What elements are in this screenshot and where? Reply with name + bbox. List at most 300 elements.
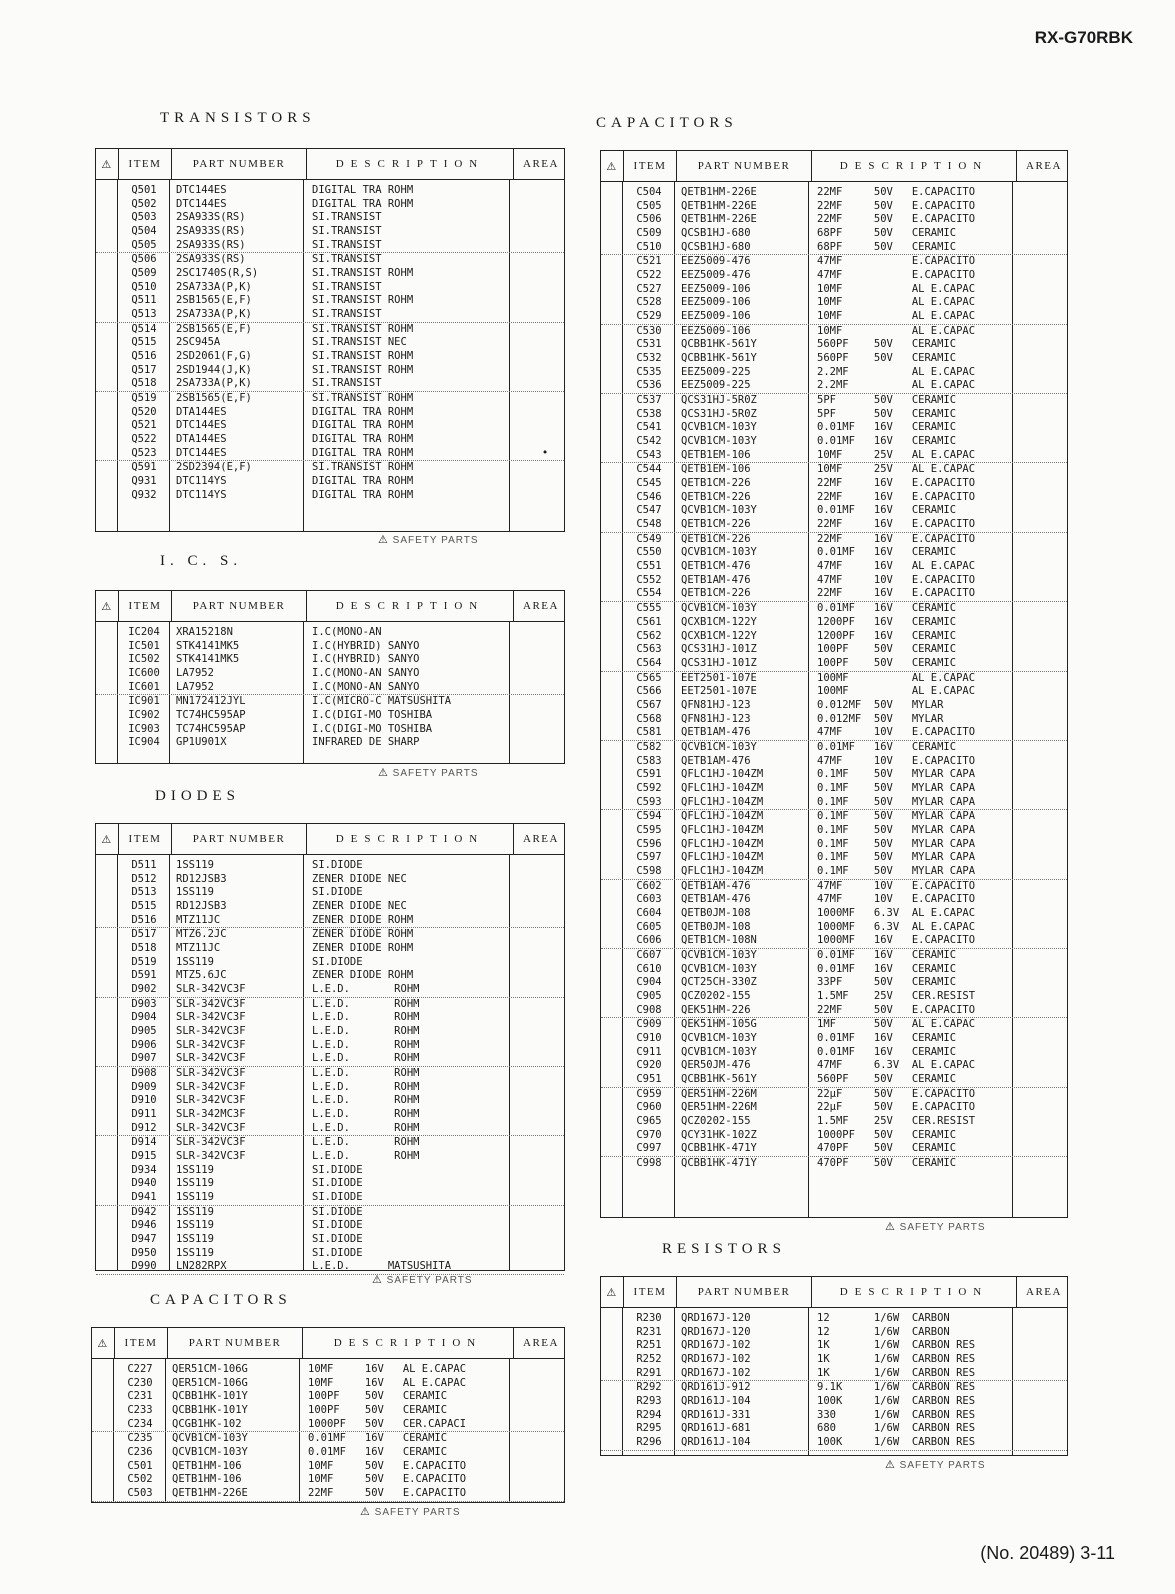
area-cell <box>1021 1326 1075 1340</box>
description-cell: 10MF AL E.CAPAC <box>817 310 976 323</box>
part-number-cell: LA7952 <box>176 680 214 693</box>
description-cell: 560PF 50V CERAMIC <box>817 338 957 351</box>
description-cell: DIGITAL TRA ROHM <box>312 433 414 446</box>
description-cell: 470PF 50V CERAMIC <box>817 1142 957 1155</box>
description-cell: ZENER DIODE ROHM <box>312 913 414 926</box>
part-number-cell: QCXB1CM-122Y <box>681 615 757 628</box>
area-cell <box>1021 421 1075 435</box>
item-cell: C564 <box>636 656 662 669</box>
warn-cell <box>601 1142 623 1156</box>
warn-cell <box>601 1129 623 1143</box>
part-number-cell: 1SS119 <box>176 1177 214 1190</box>
header-description: DESCRIPTION <box>307 149 514 179</box>
warn-cell <box>96 406 118 420</box>
warn-cell <box>601 796 623 810</box>
description-cell: SI.TRANSIST <box>312 253 382 266</box>
area-cell <box>1021 296 1075 310</box>
item-cell: Q518 <box>131 377 157 390</box>
table-row <box>601 934 1067 949</box>
part-number-cell: SLR-342VC3F <box>176 1052 246 1065</box>
item-cell: C610 <box>636 962 662 975</box>
item-cell: C909 <box>636 1018 662 1031</box>
table-row <box>96 1164 564 1178</box>
item-cell: Q522 <box>131 433 157 446</box>
item-cell: C951 <box>636 1073 662 1085</box>
table-row <box>96 1219 564 1233</box>
warn-cell <box>96 308 118 322</box>
item-cell: Q932 <box>131 488 157 501</box>
item-cell: C911 <box>636 1045 662 1058</box>
area-cell <box>1021 560 1075 574</box>
description-cell: 0.1MF 50V MYLAR CAPA <box>817 851 976 864</box>
table-row <box>601 699 1067 713</box>
area-cell <box>518 225 572 239</box>
area-cell <box>518 900 572 914</box>
table-rows <box>96 180 564 502</box>
part-number-cell: QCY31HK-102Z <box>681 1128 757 1141</box>
warn-cell <box>601 713 623 727</box>
item-cell: IC601 <box>128 680 160 693</box>
table-row <box>96 1191 564 1206</box>
part-number-cell: QFLC1HJ-104ZM <box>681 810 764 823</box>
item-cell: D942 <box>131 1205 157 1218</box>
description-cell: 0.01MF 16V CERAMIC <box>308 1446 448 1459</box>
table-row <box>601 1129 1067 1143</box>
warn-cell <box>96 281 118 295</box>
table-row <box>96 211 564 225</box>
item-cell: Q521 <box>131 419 157 432</box>
item-cell: C583 <box>636 754 662 767</box>
capacitors-right-table <box>600 150 1068 1218</box>
description-cell: 5PF 50V CERAMIC <box>817 407 957 420</box>
table-row <box>601 255 1067 269</box>
item-cell: R292 <box>636 1381 662 1394</box>
table-row <box>96 1067 564 1081</box>
description-cell: SI.DIODE <box>312 1246 363 1259</box>
warn-cell <box>601 394 623 408</box>
area-cell <box>1021 1312 1075 1326</box>
warn-cell <box>96 198 118 212</box>
warn-cell <box>601 616 623 630</box>
description-cell: DIGITAL TRA ROHM <box>312 197 414 210</box>
table-row <box>92 1418 564 1433</box>
part-number-cell: EEZ5009-476 <box>681 269 751 282</box>
table-row <box>96 695 564 709</box>
table-row <box>96 419 564 433</box>
warn-cell <box>96 1260 118 1274</box>
table-row <box>96 281 564 295</box>
item-cell: Q504 <box>131 225 157 238</box>
area-cell <box>518 489 572 503</box>
table-row <box>601 880 1067 894</box>
table-row <box>601 1157 1067 1171</box>
part-number-cell: QCS31HJ-101Z <box>681 643 757 656</box>
part-number-cell: QFLC1HJ-104ZM <box>681 864 764 877</box>
description-cell: L.E.D. ROHM <box>312 1080 420 1093</box>
item-cell: C905 <box>636 989 662 1002</box>
header-area: AREA <box>523 1337 559 1349</box>
item-cell: C235 <box>127 1432 153 1445</box>
area-cell <box>1021 394 1075 408</box>
warn-cell <box>601 435 623 449</box>
item-cell: D908 <box>131 1067 157 1080</box>
part-number-cell: QETB1CM-226 <box>681 518 751 531</box>
area-cell <box>518 1432 572 1446</box>
table-row <box>601 449 1067 464</box>
description-cell: 10MF 25V AL E.CAPAC <box>817 448 976 461</box>
table-row <box>96 1136 564 1150</box>
item-cell: Q931 <box>131 475 157 488</box>
warn-cell <box>601 587 623 601</box>
item-cell: C604 <box>636 906 662 919</box>
area-cell <box>1021 463 1075 477</box>
section-title-transistors: TRANSISTORS <box>160 110 316 126</box>
area-cell <box>518 709 572 723</box>
table-row <box>601 283 1067 297</box>
table-row <box>601 269 1067 283</box>
part-number-cell: SLR-342VC3F <box>176 1094 246 1107</box>
table-rows <box>96 855 564 1275</box>
part-number-cell: QETB1HM-226E <box>681 213 757 226</box>
area-cell <box>518 294 572 308</box>
area-cell <box>1021 685 1075 699</box>
warn-cell <box>92 1404 114 1418</box>
part-number-cell: QETB1CM-108N <box>681 934 757 947</box>
part-number-cell: QCVB1CM-103Y <box>681 602 757 615</box>
area-cell <box>518 1206 572 1220</box>
warn-cell <box>96 1122 118 1136</box>
description-cell: 0.1MF 50V MYLAR CAPA <box>817 823 976 836</box>
area-cell <box>1021 227 1075 241</box>
part-number-cell: TC74HC595AP <box>176 709 246 722</box>
table-row <box>92 1363 564 1377</box>
part-number-cell: QETB1HM-226E <box>681 199 757 212</box>
area-cell <box>518 184 572 198</box>
description-cell: 22MF 50V E.CAPACITO <box>817 186 976 198</box>
table-row <box>601 893 1067 907</box>
part-number-cell: 2SA933S(RS) <box>176 253 246 266</box>
description-cell: 22MF 16V E.CAPACITO <box>817 518 976 531</box>
description-cell: SI.DIODE <box>312 859 363 871</box>
item-cell: C591 <box>636 768 662 781</box>
item-cell: C236 <box>127 1446 153 1459</box>
table-row <box>96 239 564 254</box>
warn-cell <box>601 366 623 380</box>
table-row <box>601 463 1067 477</box>
part-number-cell: SLR-342VC3F <box>176 1067 246 1080</box>
description-cell: 0.01MF 16V CERAMIC <box>817 435 957 448</box>
part-number-cell: QRD167J-120 <box>681 1325 751 1338</box>
warn-cell <box>96 942 118 956</box>
item-cell: C504 <box>636 186 662 198</box>
description-cell: SI.DIODE <box>312 1163 363 1176</box>
item-cell: C528 <box>636 296 662 309</box>
item-cell: Q509 <box>131 267 157 280</box>
part-number-cell: MTZ5.6JC <box>176 969 227 982</box>
item-cell: C227 <box>127 1363 153 1375</box>
part-number-cell: SLR-342VC3F <box>176 1121 246 1134</box>
table-row <box>601 1018 1067 1032</box>
item-cell: C567 <box>636 698 662 711</box>
description-cell: ZENER DIODE ROHM <box>312 928 414 941</box>
description-cell: 1200PF 16V CERAMIC <box>817 629 957 642</box>
table-row <box>601 379 1067 394</box>
description-cell: 5PF 50V CERAMIC <box>817 394 957 407</box>
part-number-cell: QETB1CM-476 <box>681 560 751 573</box>
table-row <box>601 1142 1067 1157</box>
warn-cell <box>601 296 623 310</box>
area-cell <box>1021 851 1075 865</box>
part-number-cell: SLR-342VC3F <box>176 983 246 996</box>
table-header <box>92 1328 564 1359</box>
description-cell: 22MF 50V E.CAPACITO <box>308 1487 467 1500</box>
warn-cell <box>601 491 623 505</box>
item-cell: D914 <box>131 1136 157 1149</box>
table-row <box>601 1367 1067 1382</box>
header-area: AREA <box>523 833 559 845</box>
item-cell: C548 <box>636 518 662 531</box>
item-cell: C566 <box>636 685 662 698</box>
item-cell: C965 <box>636 1115 662 1128</box>
section-title-capacitors-left: CAPACITORS <box>150 1292 292 1308</box>
warn-cell <box>96 1136 118 1150</box>
area-cell <box>518 1446 572 1460</box>
part-number-cell: QETB1CM-226 <box>681 587 751 600</box>
part-number-cell: QETB0JM-108 <box>681 906 751 919</box>
part-number-cell: QRD161J-681 <box>681 1422 751 1435</box>
description-cell: I.C(MICRO-C MATSUSHITA <box>312 695 452 708</box>
description-cell: 0.012MF 50V MYLAR <box>817 698 944 711</box>
warn-cell <box>601 477 623 491</box>
part-number-cell: 2SB1565(E,F) <box>176 322 252 335</box>
area-cell <box>1021 824 1075 838</box>
item-cell: D903 <box>131 997 157 1010</box>
description-cell: SI.TRANSIST <box>312 377 382 390</box>
warn-cell <box>96 695 118 709</box>
item-cell: D934 <box>131 1163 157 1176</box>
table-row <box>96 969 564 983</box>
item-cell: C231 <box>127 1390 153 1403</box>
description-cell: 22MF 16V E.CAPACITO <box>817 532 976 545</box>
item-cell: C552 <box>636 573 662 586</box>
warn-cell <box>96 1150 118 1164</box>
item-cell: D511 <box>131 859 157 871</box>
warn-cell <box>96 928 118 942</box>
transistors-table <box>95 148 565 532</box>
part-number-cell: QCVB1CM-103Y <box>681 421 757 434</box>
part-number-cell: QCZ0202-155 <box>681 989 751 1002</box>
part-number-cell: QCS31HJ-5R0Z <box>681 407 757 420</box>
area-cell <box>518 886 572 900</box>
item-cell: Q503 <box>131 211 157 224</box>
warn-cell <box>96 1052 118 1066</box>
table-header <box>96 591 564 622</box>
description-cell: 12 1/6W CARBON <box>817 1312 950 1324</box>
table-row <box>96 364 564 378</box>
description-cell: 10MF AL E.CAPAC <box>817 324 976 337</box>
part-number-cell: 2SA733A(P,K) <box>176 377 252 390</box>
description-cell: 0.01MF 16V CERAMIC <box>817 421 957 434</box>
item-cell: C530 <box>636 324 662 337</box>
description-cell: 1K 1/6W CARBON RES <box>817 1366 976 1379</box>
area-cell <box>518 1363 572 1377</box>
part-number-cell: 2SA933S(RS) <box>176 211 246 224</box>
item-cell: D518 <box>131 942 157 955</box>
warn-cell <box>601 255 623 269</box>
table-header <box>96 824 564 855</box>
description-cell: 0.1MF 50V MYLAR CAPA <box>817 837 976 850</box>
table-row <box>96 681 564 696</box>
area-cell <box>518 198 572 212</box>
warn-cell <box>601 1381 623 1395</box>
table-row <box>96 626 564 640</box>
description-cell: L.E.D. MATSUSHITA <box>312 1260 452 1273</box>
part-number-cell: QRD167J-102 <box>681 1353 751 1366</box>
description-cell: SI.DIODE <box>312 1205 363 1218</box>
table-row <box>601 504 1067 518</box>
warn-cell <box>601 338 623 352</box>
description-cell: 1000PF 50V CER.CAPACI <box>308 1417 467 1430</box>
table-row <box>96 336 564 350</box>
part-number-cell: TC74HC595AP <box>176 722 246 735</box>
part-number-cell: QCSB1HJ-680 <box>681 227 751 240</box>
description-cell: SI.DIODE <box>312 1233 363 1246</box>
table-row <box>601 672 1067 686</box>
item-cell: C542 <box>636 435 662 448</box>
item-cell: C503 <box>127 1487 153 1500</box>
description-cell: 33PF 50V CERAMIC <box>817 976 957 989</box>
warn-cell <box>96 1247 118 1261</box>
part-number-cell: QETB1HM-226E <box>681 186 757 198</box>
item-cell: D907 <box>131 1052 157 1065</box>
area-cell <box>1021 269 1075 283</box>
area-cell <box>518 1177 572 1191</box>
table-row <box>601 338 1067 352</box>
item-cell: C545 <box>636 477 662 490</box>
capacitors-left-table <box>91 1327 565 1503</box>
description-cell: 47MF E.CAPACITO <box>817 269 976 282</box>
description-cell: 10MF 25V AL E.CAPAC <box>817 463 976 476</box>
warn-cell <box>601 533 623 547</box>
warn-cell <box>92 1446 114 1460</box>
area-cell <box>518 1233 572 1247</box>
description-cell: I.C(DIGI-MO TOSHIBA <box>312 722 433 735</box>
item-cell: D912 <box>131 1121 157 1134</box>
area-cell <box>518 1460 572 1474</box>
part-number-cell: QCZ0202-155 <box>681 1115 751 1128</box>
warn-cell <box>96 336 118 350</box>
warn-cell <box>601 768 623 782</box>
table-row <box>601 1046 1067 1060</box>
part-number-cell: EEZ5009-106 <box>681 282 751 295</box>
item-cell: C531 <box>636 338 662 351</box>
part-number-cell: RD12JSB3 <box>176 900 227 913</box>
item-cell: IC904 <box>128 736 160 749</box>
area-cell <box>518 695 572 709</box>
part-number-cell: DTC144ES <box>176 197 227 210</box>
area-cell <box>1021 865 1075 879</box>
area-cell <box>1021 477 1075 491</box>
item-cell: D515 <box>131 900 157 913</box>
section-title-capacitors-right: CAPACITORS <box>596 115 738 131</box>
description-cell: 100PF 50V CERAMIC <box>817 656 957 669</box>
area-cell <box>518 681 572 695</box>
description-cell: I.C(MONO-AN <box>312 626 382 638</box>
part-number-cell: QER50JM-476 <box>681 1059 751 1072</box>
table-row <box>601 1381 1067 1395</box>
safety-note: ⚠ SAFETY PARTS <box>378 534 479 546</box>
area-cell <box>518 873 572 887</box>
warn-cell <box>96 1177 118 1191</box>
part-number-cell: QETB1CM-226 <box>681 490 751 503</box>
warn-cell <box>96 211 118 225</box>
area-cell <box>518 723 572 737</box>
description-cell: 47MF E.CAPACITO <box>817 255 976 268</box>
area-cell <box>1021 1101 1075 1115</box>
warn-cell <box>601 1046 623 1060</box>
item-cell: C582 <box>636 740 662 753</box>
warn-cell <box>601 657 623 671</box>
description-cell: 100PF 50V CERAMIC <box>308 1390 448 1403</box>
table-row <box>601 602 1067 616</box>
area-cell <box>1021 630 1075 644</box>
item-cell: C561 <box>636 615 662 628</box>
part-number-cell: DTC114YS <box>176 488 227 501</box>
item-cell: Q511 <box>131 294 157 307</box>
item-cell: Q514 <box>131 322 157 335</box>
description-cell: 10MF AL E.CAPAC <box>817 296 976 309</box>
table-row <box>601 408 1067 422</box>
warn-cell <box>96 709 118 723</box>
part-number-cell: MTZ11JC <box>176 942 221 955</box>
item-cell: R230 <box>636 1312 662 1324</box>
description-cell: 1000PF 50V CERAMIC <box>817 1128 957 1141</box>
warn-cell <box>601 227 623 241</box>
table-row <box>601 477 1067 491</box>
description-cell: 0.01MF 16V CERAMIC <box>817 1045 957 1058</box>
table-row <box>96 928 564 942</box>
table-row <box>96 886 564 900</box>
description-cell: 0.01MF 16V CERAMIC <box>817 504 957 517</box>
description-cell: INFRARED DE SHARP <box>312 736 420 749</box>
area-cell <box>1021 325 1075 339</box>
warn-cell <box>601 907 623 921</box>
description-cell: SI.DIODE <box>312 1219 363 1232</box>
item-cell: C506 <box>636 213 662 226</box>
area-cell <box>1021 657 1075 671</box>
area-cell <box>518 1081 572 1095</box>
item-cell: C562 <box>636 629 662 642</box>
part-number-cell: QEK51HM-105G <box>681 1018 757 1031</box>
table-row <box>96 1150 564 1164</box>
part-number-cell: QCXB1CM-122Y <box>681 629 757 642</box>
warn-cell <box>601 741 623 755</box>
area-cell <box>518 1404 572 1418</box>
part-number-cell: QFLC1HJ-104ZM <box>681 851 764 864</box>
area-cell <box>1021 726 1075 740</box>
warn-cell <box>601 560 623 574</box>
table-row <box>601 921 1067 935</box>
part-number-cell: QER51HM-226M <box>681 1101 757 1114</box>
area-cell <box>1021 1088 1075 1102</box>
description-cell: SI.TRANSIST ROHM <box>312 363 414 376</box>
item-cell: C593 <box>636 795 662 808</box>
warn-cell <box>601 810 623 824</box>
area-cell <box>518 253 572 267</box>
description-cell: ZENER DIODE NEC <box>312 900 407 913</box>
area-cell <box>1021 963 1075 977</box>
area-cell <box>1021 672 1075 686</box>
